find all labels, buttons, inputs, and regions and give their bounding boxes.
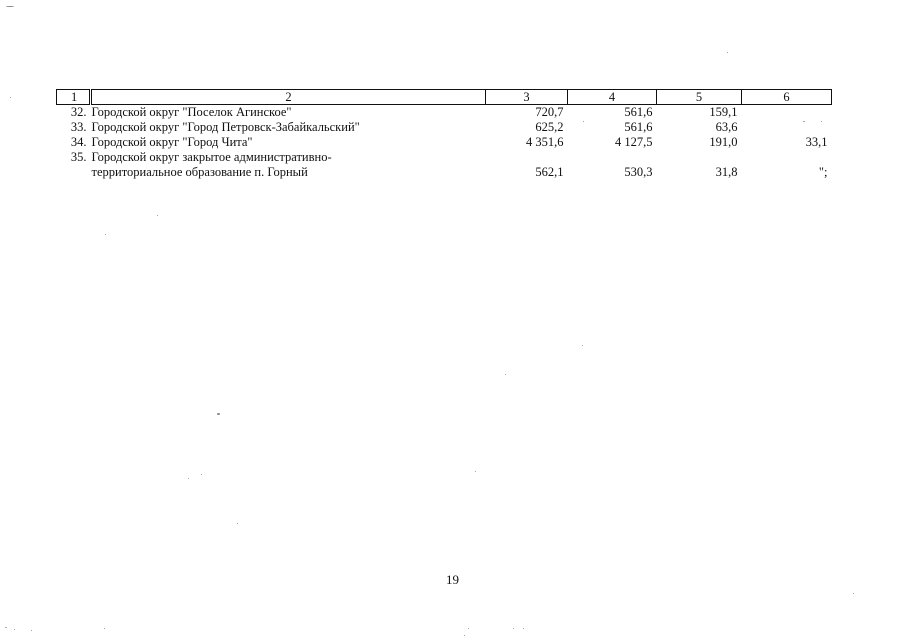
header-cell-3: 3 [486, 90, 568, 105]
cell-col6 [742, 120, 832, 135]
row-name: Городской округ закрытое административно- [91, 150, 332, 164]
scan-speck [104, 628, 105, 629]
header-row [57, 90, 832, 105]
cell-col6: "; [818, 165, 828, 179]
cell-col4: 530,3 [624, 165, 653, 179]
table-row-continuation [57, 165, 832, 180]
scan-speck [105, 234, 106, 235]
scan-speck [6, 6, 14, 7]
row-name: Городской округ "Город Петровск-Забайкальский" [91, 120, 360, 134]
table-row [57, 120, 832, 135]
header-cell-2: 2 [91, 90, 486, 105]
cell-col5: 191,0 [709, 135, 738, 149]
cell-col4: 4 127,5 [615, 135, 653, 149]
cell-col3: 720,7 [535, 105, 564, 119]
table-row [57, 135, 832, 150]
scan-speck [5, 627, 7, 628]
row-name: Городской округ "Поселок Агинское" [91, 105, 292, 119]
row-number-empty [57, 165, 91, 180]
scan-speck [237, 523, 238, 524]
header-cell-6: 6 [742, 90, 832, 105]
row-name: Городской округ "Город Чита" [91, 135, 253, 149]
scan-speck [475, 471, 476, 472]
header-cell-5: 5 [657, 90, 742, 105]
scan-speck [201, 474, 202, 475]
cell-col6 [742, 105, 832, 121]
scan-speck [821, 121, 822, 122]
scan-speck [217, 413, 220, 415]
scan-speck [583, 121, 584, 122]
scan-speck [10, 97, 11, 98]
cell-col6 [742, 150, 832, 165]
cell-col5: 159,1 [709, 105, 738, 119]
header-cell-1: 1 [57, 90, 91, 105]
row-number: 33. [70, 120, 87, 134]
scan-speck [523, 628, 524, 629]
cell-col4: 561,6 [624, 120, 653, 134]
cell-col3 [486, 150, 568, 165]
cell-col3: 4 351,6 [526, 135, 564, 149]
scan-speck [803, 121, 805, 122]
table-row [57, 150, 832, 165]
cell-col4 [568, 150, 657, 165]
scan-speck [505, 374, 506, 375]
cell-col5: 63,6 [715, 120, 738, 134]
row-number: 35. [70, 150, 87, 164]
scan-speck [188, 478, 189, 479]
scan-speck [582, 345, 583, 346]
row-number: 34. [70, 135, 87, 149]
scan-speck [157, 215, 158, 216]
scan-speck [727, 52, 728, 53]
row-name-continued: территориальное образование п. Горный [91, 165, 308, 179]
header-cell-4: 4 [568, 90, 657, 105]
scan-speck [14, 629, 15, 630]
cell-col5 [657, 150, 742, 165]
scan-speck [468, 628, 469, 629]
row-number: 32. [70, 105, 87, 119]
cell-col3: 625,2 [535, 120, 564, 134]
scan-speck [31, 630, 32, 631]
scan-speck [853, 593, 854, 594]
cell-col4: 561,6 [624, 105, 653, 119]
cell-col5: 31,8 [715, 165, 738, 179]
budget-table [56, 89, 832, 180]
scan-speck [513, 628, 514, 629]
scan-speck [464, 635, 465, 636]
table-row [57, 105, 832, 121]
cell-col3: 562,1 [535, 165, 564, 179]
cell-col6: 33,1 [805, 135, 828, 149]
page-number: 19 [446, 572, 459, 587]
